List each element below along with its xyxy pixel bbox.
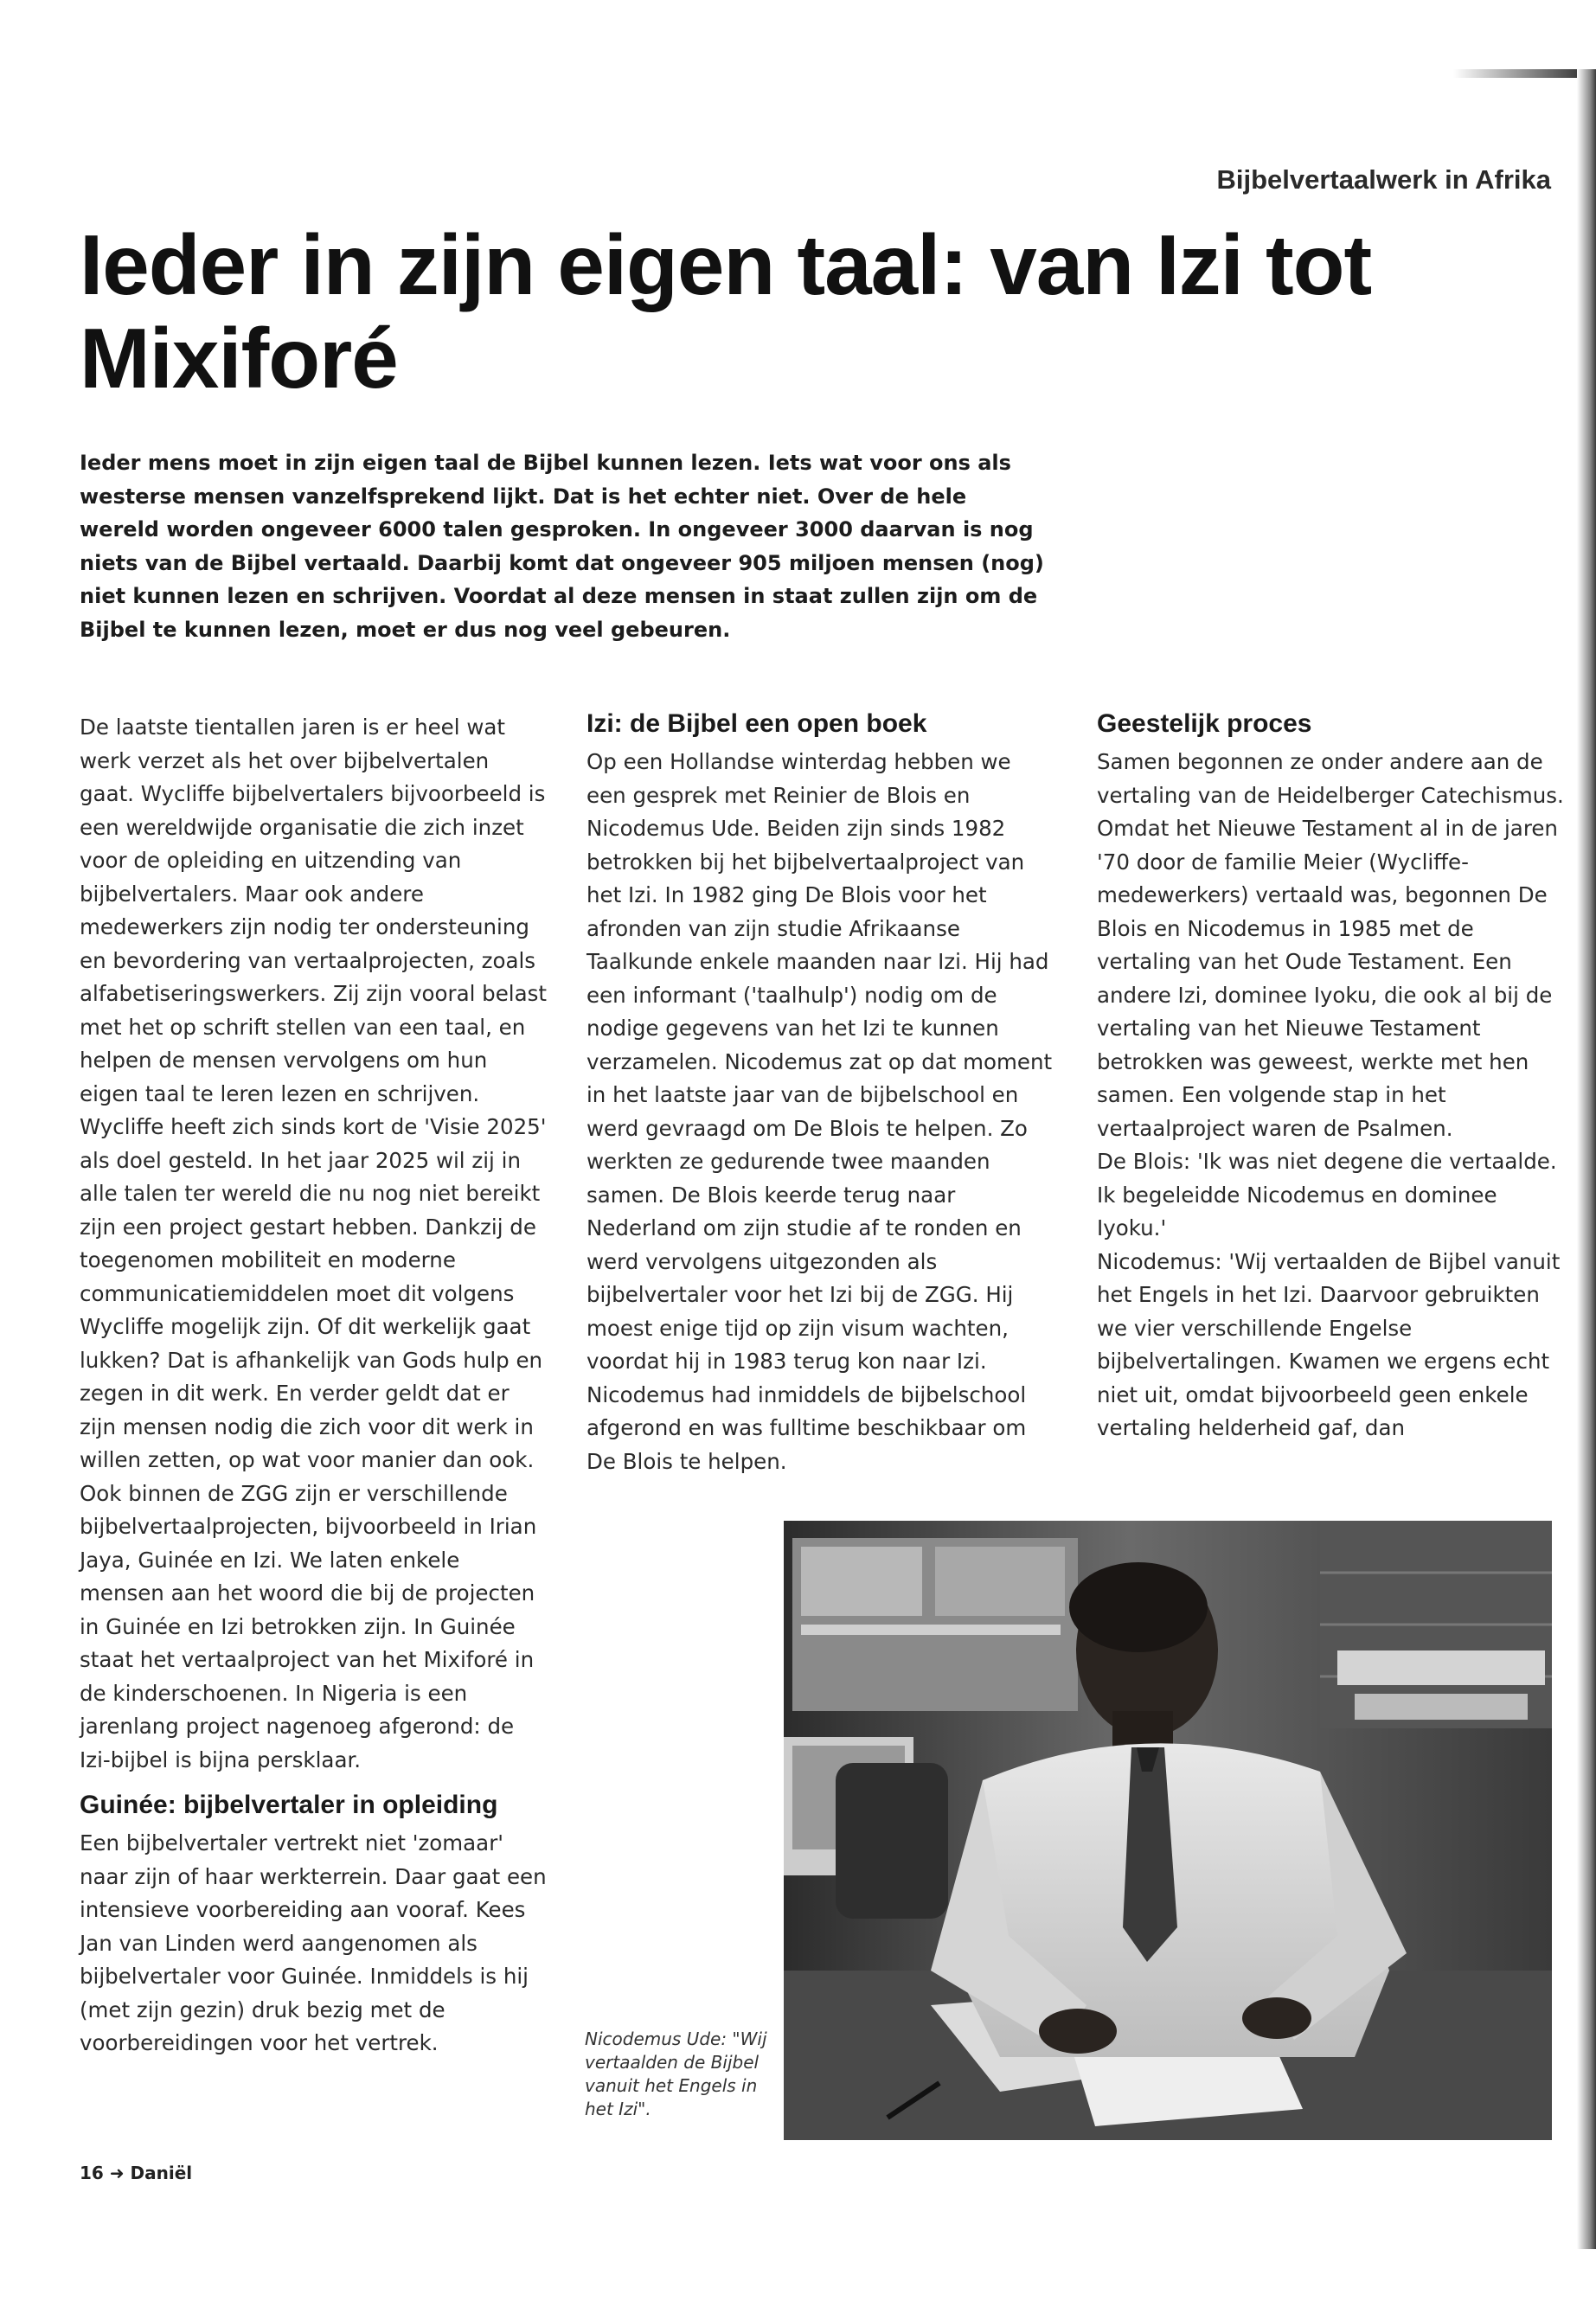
page-number: 16: [80, 2163, 104, 2183]
photo-nicodemus-ude: [784, 1521, 1552, 2140]
arrow-icon: ➜: [109, 2163, 125, 2183]
paragraph: De Blois: 'Ik was niet degene die vertaalde. Ik begeleidde Nicodemus en dominee Iyoku.': [1097, 1149, 1557, 1240]
photo-illustration: [784, 1521, 1552, 2140]
article-intro: Ieder mens moet in zijn eigen taal de Bijbel kunnen lezen. Iets wat voor ons als westerse mensen vanzelfsprekend lijkt. Dat is het echter niet. Over de hele wereld worden ongeveer 6000 talen gesproken. In ongeveer 3000 daarvan is nog niets van de Bijbel vertaald. Daarbij komt dat ongeveer 905 miljoen mensen (nog) niet kunnen lezen en schrijven. Voordat al deze mensen in staat zullen zijn om de Bijbel te kunnen lezen, moet er dus nog veel gebeuren.: [80, 451, 1044, 642]
paragraph: Ook binnen de ZGG zijn er verschillende bijbelvertaalprojecten, bijvoorbeeld in Irian Jaya, Guinée en Izi. We laten enkele mensen aan het woord die bij de projecten in Guinée en Izi betrokken zijn. In Guinée staat het vertaalproject van het Mixiforé in de kinderschoenen. In Nigeria is een jarenlang project nagenoeg afgerond: de Izi-bijbel is bijna persklaar.: [80, 1480, 537, 1772]
paragraph: Samen begonnen ze onder andere aan de vertaling van de Heidelberger Catechismus. Omdat het Nieuwe Testament al in de jaren '70 door de familie Meier (Wycliffe-medewerkers) vertaald was, begonnen De Blois en Nicodemus in 1985 met de vertaling van het Oude Testament. Een andere Izi, dominee Iyoku, die ook al bij de vertaling van het Nieuwe Testament betrokken was geweest, werkte met hen samen. Een volgende stap in het vertaalproject waren de Psalmen.: [1097, 749, 1564, 1141]
column-2: [586, 708, 1054, 1478]
page-edge-shadow: [1577, 69, 1596, 2249]
paragraph: Een bijbelvertaler vertrekt niet 'zomaar' naar zijn of haar werkterrein. Daar gaat een intensieve voorbereiding aan vooraf. Kees Jan van Linden werd aangenomen als bijbelvertaler voor Guinée. Inmiddels is hij (met zijn gezin) druk bezig met de voorbereidingen voor het vertrek.: [80, 1830, 547, 2055]
subheading-geestelijk-proces: Geestelijk proces: [1097, 709, 1312, 738]
paragraph: Wycliffe heeft zich sinds kort de 'Visie 2025' als doel gesteld. In het jaar 2025 wil zij in alle talen ter wereld die nu nog niet bereikt zijn een project gestart hebben. Dankzij de toegenomen mobiliteit en moderne communicatiemiddelen moet dit volgens Wycliffe mogelijk zijn. Of dit werkelijk gaat lukken? Dat is afhankelijk van Gods hulp en zegen in dit werk. En verder geldt dat er zijn mensen nodig die zich voor dit werk in willen zetten, op wat voor manier dan ook.: [80, 1114, 547, 1472]
subheading-guinee: Guinée: bijbelvertaler in opleiding: [80, 1791, 498, 1819]
paragraph: De laatste tientallen jaren is er heel wat werk verzet als het over bijbelvertalen gaat. Wycliffe bijbelvertalers bijvoorbeeld is een wereldwijde organisatie die zich inzet voor de opleiding en uitzending van bijbelvertalers. Maar ook andere medewerkers zijn nodig ter ondersteuning en bevordering van vertaalprojecten, zoals alfabetiseringswerkers. Zij zijn vooral belast met het op schrift stellen van een taal, en helpen de mensen vervolgens om hun eigen taal te leren lezen en schrijven.: [80, 715, 547, 1106]
page-footer: [80, 2163, 192, 2183]
photo-caption: Nicodemus Ude: "Wij vertaalden de Bijbel vanuit het Engels in het Izi".: [585, 2029, 767, 2119]
column-1: [80, 711, 547, 2061]
article-title: Ieder in zijn eigen taal: van Izi tot Mixiforé: [80, 217, 1372, 406]
section-label: Bijbelvertaalwerk in Afrika: [1216, 164, 1551, 195]
column-3: [1097, 708, 1564, 1445]
page-edge-top: [1453, 69, 1596, 78]
paragraph: Op een Hollandse winterdag hebben we een gesprek met Reinier de Blois en Nicodemus Ude. Beiden zijn sinds 1982 betrokken bij het bijbelvertaalproject van het Izi. In 1982 ging De Blois voor het afronden van zijn studie Afrikaanse Taalkunde enkele maanden naar Izi. Hij had een informant ('taalhulp') nodig om de nodige gegevens van het Izi te kunnen verzamelen. Nicodemus zat op dat moment in het laatste jaar van de bijbelschool en werd gevraagd om De Blois te helpen. Zo werkten ze gedurende twee maanden samen. De Blois keerde terug naar Nederland om zijn studie af te ronden en werd vervolgens uitgezonden als bijbelvertaler voor het Izi bij de ZGG. Hij moest enige tijd op zijn visum wachten, voordat hij in 1983 terug kon naar Izi. Nicodemus had inmiddels de bijbelschool afgerond en was fulltime beschikbaar om De Blois te helpen.: [586, 749, 1053, 1474]
magazine-name: Daniël: [130, 2163, 193, 2183]
paragraph: Nicodemus: 'Wij vertaalden de Bijbel vanuit het Engels in het Izi. Daarvoor gebruikten we vier verschillende Engelse bijbelvertalingen. Kwamen we ergens echt niet uit, omdat bijvoorbeeld geen enkele vertaling helderheid gaf, dan: [1097, 1248, 1561, 1440]
subheading-izi: Izi: de Bijbel een open boek: [586, 709, 927, 738]
